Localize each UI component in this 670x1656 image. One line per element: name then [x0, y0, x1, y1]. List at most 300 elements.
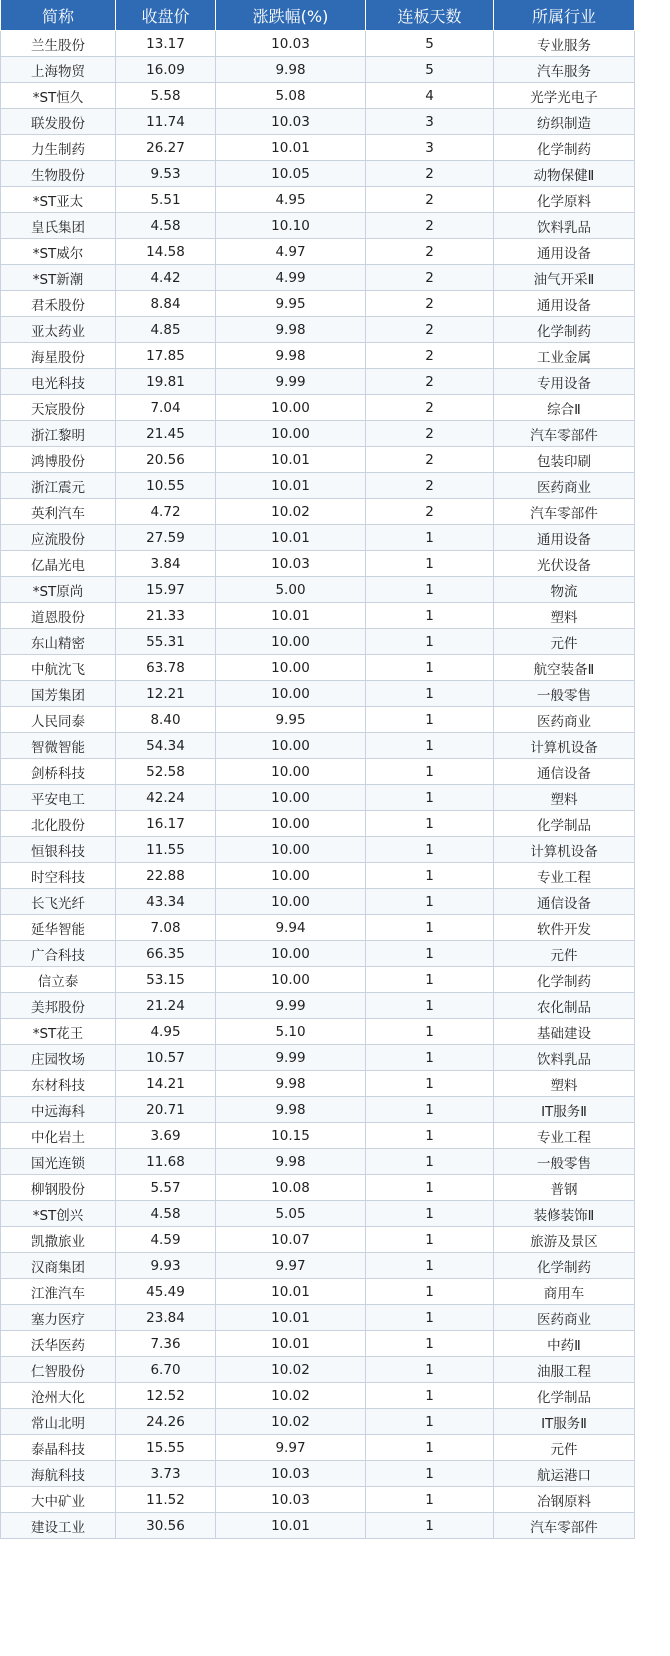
limit-up-days-cell: 1 — [366, 1097, 494, 1123]
stock-name-cell: 亚太药业 — [1, 317, 116, 343]
table-row[interactable] — [1, 629, 635, 655]
stock-name-cell: 延华智能 — [1, 915, 116, 941]
limit-up-days-cell: 1 — [366, 1409, 494, 1435]
industry-cell: 医药商业 — [494, 1305, 635, 1331]
limit-up-days-cell: 1 — [366, 655, 494, 681]
table-row[interactable] — [1, 1071, 635, 1097]
industry-cell: 医药商业 — [494, 707, 635, 733]
industry-cell: 动物保健Ⅱ — [494, 161, 635, 187]
table-row[interactable] — [1, 1357, 635, 1383]
close-price-cell: 7.08 — [116, 915, 216, 941]
close-price-cell: 5.58 — [116, 83, 216, 109]
limit-up-days-cell: 2 — [366, 343, 494, 369]
stock-name-cell: 联发股份 — [1, 109, 116, 135]
limit-up-days-cell: 1 — [366, 1331, 494, 1357]
limit-up-days-cell: 1 — [366, 577, 494, 603]
table-row[interactable] — [1, 915, 635, 941]
close-price-cell: 9.93 — [116, 1253, 216, 1279]
close-price-cell: 20.71 — [116, 1097, 216, 1123]
stock-name-cell: 皇氏集团 — [1, 213, 116, 239]
change-pct-cell: 10.00 — [216, 733, 366, 759]
table-row[interactable] — [1, 889, 635, 915]
limit-up-days-cell: 1 — [366, 525, 494, 551]
change-pct-cell: 9.99 — [216, 369, 366, 395]
stock-name-cell: 长飞光纤 — [1, 889, 116, 915]
table-row[interactable] — [1, 1409, 635, 1435]
change-pct-cell: 10.00 — [216, 759, 366, 785]
industry-cell: 汽车零部件 — [494, 421, 635, 447]
stock-name-cell: 国光连锁 — [1, 1149, 116, 1175]
table-row[interactable] — [1, 1253, 635, 1279]
close-price-cell: 21.45 — [116, 421, 216, 447]
close-price-cell: 16.17 — [116, 811, 216, 837]
table-row[interactable] — [1, 1513, 635, 1539]
table-row[interactable] — [1, 395, 635, 421]
limit-up-days-cell: 1 — [366, 889, 494, 915]
change-pct-cell: 9.98 — [216, 1149, 366, 1175]
close-price-cell: 22.88 — [116, 863, 216, 889]
industry-cell: 旅游及景区 — [494, 1227, 635, 1253]
industry-cell: 中药Ⅱ — [494, 1331, 635, 1357]
industry-cell: 塑料 — [494, 603, 635, 629]
stock-name-cell: 力生制药 — [1, 135, 116, 161]
table-row[interactable] — [1, 1175, 635, 1201]
stock-name-cell: 兰生股份 — [1, 31, 116, 57]
change-pct-cell: 10.00 — [216, 785, 366, 811]
limit-up-days-cell: 2 — [366, 291, 494, 317]
table-row[interactable] — [1, 1097, 635, 1123]
industry-cell: 工业金属 — [494, 343, 635, 369]
limit-up-days-cell: 1 — [366, 993, 494, 1019]
close-price-cell: 21.24 — [116, 993, 216, 1019]
table-row[interactable] — [1, 291, 635, 317]
limit-up-days-cell: 1 — [366, 707, 494, 733]
change-pct-cell: 9.97 — [216, 1435, 366, 1461]
table-row[interactable] — [1, 1201, 635, 1227]
industry-cell: 元件 — [494, 629, 635, 655]
change-pct-cell: 10.03 — [216, 551, 366, 577]
industry-cell: 基础建设 — [494, 1019, 635, 1045]
table-row[interactable] — [1, 837, 635, 863]
change-pct-cell: 9.99 — [216, 993, 366, 1019]
close-price-cell: 7.04 — [116, 395, 216, 421]
limit-up-days-cell: 1 — [366, 1071, 494, 1097]
table-row[interactable] — [1, 603, 635, 629]
change-pct-cell: 10.01 — [216, 1305, 366, 1331]
stock-name-cell: 时空科技 — [1, 863, 116, 889]
stock-name-cell: 上海物贸 — [1, 57, 116, 83]
change-pct-cell: 9.95 — [216, 707, 366, 733]
header-name[interactable]: 简称 — [1, 0, 116, 31]
change-pct-cell: 10.15 — [216, 1123, 366, 1149]
industry-cell: 商用车 — [494, 1279, 635, 1305]
limit-up-days-cell: 1 — [366, 1201, 494, 1227]
table-row[interactable] — [1, 525, 635, 551]
change-pct-cell: 10.02 — [216, 499, 366, 525]
close-price-cell: 10.55 — [116, 473, 216, 499]
industry-cell: 通用设备 — [494, 291, 635, 317]
table-row[interactable] — [1, 993, 635, 1019]
table-row[interactable] — [1, 1279, 635, 1305]
close-price-cell: 20.56 — [116, 447, 216, 473]
stock-name-cell: 天宸股份 — [1, 395, 116, 421]
stock-name-cell: 塞力医疗 — [1, 1305, 116, 1331]
industry-cell: 专业工程 — [494, 863, 635, 889]
limit-up-days-cell: 2 — [366, 317, 494, 343]
change-pct-cell: 10.00 — [216, 863, 366, 889]
table-row[interactable] — [1, 447, 635, 473]
industry-cell: 综合Ⅱ — [494, 395, 635, 421]
limit-up-days-cell: 1 — [366, 915, 494, 941]
change-pct-cell: 10.00 — [216, 395, 366, 421]
close-price-cell: 11.55 — [116, 837, 216, 863]
table-row[interactable] — [1, 1305, 635, 1331]
stock-name-cell: 剑桥科技 — [1, 759, 116, 785]
change-pct-cell: 10.00 — [216, 421, 366, 447]
limit-up-days-cell: 2 — [366, 265, 494, 291]
table-row[interactable] — [1, 1487, 635, 1513]
table-row[interactable] — [1, 57, 635, 83]
stock-name-cell: 沧州大化 — [1, 1383, 116, 1409]
industry-cell: 光伏设备 — [494, 551, 635, 577]
table-row[interactable] — [1, 1461, 635, 1487]
limit-up-days-cell: 2 — [366, 473, 494, 499]
industry-cell: 化学制品 — [494, 811, 635, 837]
limit-up-days-cell: 1 — [366, 1357, 494, 1383]
table-row[interactable] — [1, 1331, 635, 1357]
stock-name-cell: 平安电工 — [1, 785, 116, 811]
table-row[interactable] — [1, 759, 635, 785]
stock-name-cell: 浙江震元 — [1, 473, 116, 499]
limit-up-days-cell: 1 — [366, 1253, 494, 1279]
limit-up-days-cell: 1 — [366, 1383, 494, 1409]
table-row[interactable] — [1, 1435, 635, 1461]
industry-cell: 软件开发 — [494, 915, 635, 941]
change-pct-cell: 4.99 — [216, 265, 366, 291]
industry-cell: 专业工程 — [494, 1123, 635, 1149]
close-price-cell: 55.31 — [116, 629, 216, 655]
table-row[interactable] — [1, 967, 635, 993]
close-price-cell: 42.24 — [116, 785, 216, 811]
limit-up-days-cell: 1 — [366, 941, 494, 967]
stock-name-cell: 亿晶光电 — [1, 551, 116, 577]
close-price-cell: 4.42 — [116, 265, 216, 291]
change-pct-cell: 10.00 — [216, 629, 366, 655]
industry-cell: 包装印刷 — [494, 447, 635, 473]
close-price-cell: 52.58 — [116, 759, 216, 785]
change-pct-cell: 9.97 — [216, 1253, 366, 1279]
industry-cell: 元件 — [494, 941, 635, 967]
change-pct-cell: 10.00 — [216, 655, 366, 681]
limit-up-days-cell: 1 — [366, 603, 494, 629]
change-pct-cell: 10.01 — [216, 473, 366, 499]
close-price-cell: 4.58 — [116, 213, 216, 239]
change-pct-cell: 9.98 — [216, 1071, 366, 1097]
table-body — [1, 31, 635, 1539]
close-price-cell: 12.21 — [116, 681, 216, 707]
industry-cell: 通信设备 — [494, 889, 635, 915]
close-price-cell: 3.73 — [116, 1461, 216, 1487]
table-row[interactable] — [1, 707, 635, 733]
change-pct-cell: 4.97 — [216, 239, 366, 265]
table-row[interactable] — [1, 1383, 635, 1409]
close-price-cell: 21.33 — [116, 603, 216, 629]
change-pct-cell: 9.99 — [216, 1045, 366, 1071]
change-pct-cell: 5.00 — [216, 577, 366, 603]
limit-up-days-cell: 3 — [366, 109, 494, 135]
change-pct-cell: 10.01 — [216, 525, 366, 551]
stock-name-cell: 英利汽车 — [1, 499, 116, 525]
close-price-cell: 54.34 — [116, 733, 216, 759]
limit-up-days-cell: 2 — [366, 187, 494, 213]
industry-cell: 汽车零部件 — [494, 1513, 635, 1539]
table-row[interactable] — [1, 421, 635, 447]
industry-cell: 一般零售 — [494, 681, 635, 707]
limit-up-days-cell: 1 — [366, 1175, 494, 1201]
industry-cell: 饮料乳品 — [494, 213, 635, 239]
stock-name-cell: *ST亚太 — [1, 187, 116, 213]
industry-cell: IT服务Ⅱ — [494, 1409, 635, 1435]
industry-cell: 化学制药 — [494, 967, 635, 993]
change-pct-cell: 10.03 — [216, 31, 366, 57]
stock-name-cell: 建设工业 — [1, 1513, 116, 1539]
change-pct-cell: 5.05 — [216, 1201, 366, 1227]
change-pct-cell: 10.10 — [216, 213, 366, 239]
industry-cell: 油气开采Ⅱ — [494, 265, 635, 291]
stock-name-cell: 应流股份 — [1, 525, 116, 551]
table-row[interactable] — [1, 941, 635, 967]
limit-up-days-cell: 1 — [366, 1149, 494, 1175]
header-row — [1, 0, 635, 31]
close-price-cell: 3.69 — [116, 1123, 216, 1149]
table-row[interactable] — [1, 83, 635, 109]
stock-name-cell: 广合科技 — [1, 941, 116, 967]
industry-cell: 一般零售 — [494, 1149, 635, 1175]
industry-cell: 通用设备 — [494, 239, 635, 265]
table-row[interactable] — [1, 1149, 635, 1175]
table-row[interactable] — [1, 1019, 635, 1045]
stock-name-cell: 恒银科技 — [1, 837, 116, 863]
industry-cell: 汽车服务 — [494, 57, 635, 83]
close-price-cell: 15.55 — [116, 1435, 216, 1461]
table-row[interactable] — [1, 317, 635, 343]
industry-cell: 医药商业 — [494, 473, 635, 499]
change-pct-cell: 10.08 — [216, 1175, 366, 1201]
header-limit-up-days[interactable]: 连板天数 — [366, 0, 494, 31]
close-price-cell: 24.26 — [116, 1409, 216, 1435]
table-row[interactable] — [1, 187, 635, 213]
limit-up-days-cell: 3 — [366, 135, 494, 161]
stock-name-cell: 中化岩土 — [1, 1123, 116, 1149]
industry-cell: 塑料 — [494, 785, 635, 811]
close-price-cell: 43.34 — [116, 889, 216, 915]
stock-name-cell: 智微智能 — [1, 733, 116, 759]
stock-name-cell: 君禾股份 — [1, 291, 116, 317]
industry-cell: 物流 — [494, 577, 635, 603]
table-row[interactable] — [1, 499, 635, 525]
limit-up-days-cell: 2 — [366, 395, 494, 421]
close-price-cell: 5.57 — [116, 1175, 216, 1201]
table-row[interactable] — [1, 1123, 635, 1149]
change-pct-cell: 9.94 — [216, 915, 366, 941]
change-pct-cell: 10.00 — [216, 889, 366, 915]
limit-up-days-cell: 2 — [366, 421, 494, 447]
header-change-pct[interactable]: 涨跌幅(%) — [216, 0, 366, 31]
close-price-cell: 66.35 — [116, 941, 216, 967]
change-pct-cell: 10.00 — [216, 941, 366, 967]
stock-name-cell: 中航沈飞 — [1, 655, 116, 681]
limit-up-days-cell: 1 — [366, 863, 494, 889]
change-pct-cell: 10.00 — [216, 837, 366, 863]
stock-name-cell: 柳钢股份 — [1, 1175, 116, 1201]
stock-name-cell: 中远海科 — [1, 1097, 116, 1123]
limit-up-days-cell: 1 — [366, 1487, 494, 1513]
change-pct-cell: 10.02 — [216, 1357, 366, 1383]
close-price-cell: 53.15 — [116, 967, 216, 993]
limit-up-days-cell: 1 — [366, 1227, 494, 1253]
limit-up-days-cell: 2 — [366, 499, 494, 525]
table-header — [1, 0, 635, 31]
industry-cell: 农化制品 — [494, 993, 635, 1019]
header-industry[interactable]: 所属行业 — [494, 0, 635, 31]
close-price-cell: 16.09 — [116, 57, 216, 83]
industry-cell: 装修装饰Ⅱ — [494, 1201, 635, 1227]
change-pct-cell: 10.01 — [216, 447, 366, 473]
stock-name-cell: 海航科技 — [1, 1461, 116, 1487]
limit-up-days-cell: 1 — [366, 1123, 494, 1149]
limit-up-days-cell: 2 — [366, 213, 494, 239]
change-pct-cell: 10.01 — [216, 1513, 366, 1539]
limit-up-days-cell: 1 — [366, 785, 494, 811]
close-price-cell: 9.53 — [116, 161, 216, 187]
table-row[interactable] — [1, 655, 635, 681]
limit-up-days-cell: 1 — [366, 1435, 494, 1461]
industry-cell: 化学制品 — [494, 1383, 635, 1409]
close-price-cell: 11.74 — [116, 109, 216, 135]
close-price-cell: 30.56 — [116, 1513, 216, 1539]
stock-name-cell: 鸿博股份 — [1, 447, 116, 473]
table-row[interactable] — [1, 863, 635, 889]
close-price-cell: 14.21 — [116, 1071, 216, 1097]
close-price-cell: 5.51 — [116, 187, 216, 213]
table-row[interactable] — [1, 577, 635, 603]
industry-cell: 化学制药 — [494, 1253, 635, 1279]
stock-name-cell: 大中矿业 — [1, 1487, 116, 1513]
change-pct-cell: 5.10 — [216, 1019, 366, 1045]
table-row[interactable] — [1, 343, 635, 369]
industry-cell: 化学原料 — [494, 187, 635, 213]
table-row[interactable] — [1, 369, 635, 395]
table-row[interactable] — [1, 681, 635, 707]
stock-name-cell: *ST原尚 — [1, 577, 116, 603]
table-row[interactable] — [1, 811, 635, 837]
close-price-cell: 27.59 — [116, 525, 216, 551]
stock-name-cell: *ST创兴 — [1, 1201, 116, 1227]
stock-name-cell: 常山北明 — [1, 1409, 116, 1435]
change-pct-cell: 10.07 — [216, 1227, 366, 1253]
table-row[interactable] — [1, 109, 635, 135]
table-row[interactable] — [1, 1227, 635, 1253]
change-pct-cell: 10.00 — [216, 681, 366, 707]
industry-cell: 航空装备Ⅱ — [494, 655, 635, 681]
close-price-cell: 4.72 — [116, 499, 216, 525]
table-row[interactable] — [1, 265, 635, 291]
industry-cell: 专业服务 — [494, 31, 635, 57]
industry-cell: 纺织制造 — [494, 109, 635, 135]
limit-up-days-cell: 1 — [366, 551, 494, 577]
close-price-cell: 11.52 — [116, 1487, 216, 1513]
stock-name-cell: *ST恒久 — [1, 83, 116, 109]
limit-up-days-cell: 2 — [366, 161, 494, 187]
close-price-cell: 4.85 — [116, 317, 216, 343]
stock-name-cell: 江淮汽车 — [1, 1279, 116, 1305]
change-pct-cell: 10.03 — [216, 109, 366, 135]
limit-up-days-cell: 1 — [366, 1279, 494, 1305]
industry-cell: 化学制药 — [494, 135, 635, 161]
limit-up-days-cell: 1 — [366, 1461, 494, 1487]
table-row[interactable] — [1, 473, 635, 499]
stock-name-cell: 生物股份 — [1, 161, 116, 187]
header-close-price[interactable]: 收盘价 — [116, 0, 216, 31]
stock-name-cell: 美邦股份 — [1, 993, 116, 1019]
change-pct-cell: 9.98 — [216, 1097, 366, 1123]
table-row[interactable] — [1, 31, 635, 57]
change-pct-cell: 4.95 — [216, 187, 366, 213]
limit-up-days-cell: 1 — [366, 1513, 494, 1539]
change-pct-cell: 10.00 — [216, 811, 366, 837]
change-pct-cell: 10.01 — [216, 135, 366, 161]
table-row[interactable] — [1, 161, 635, 187]
table-row[interactable] — [1, 239, 635, 265]
close-price-cell: 17.85 — [116, 343, 216, 369]
limit-up-days-cell: 1 — [366, 1045, 494, 1071]
stock-name-cell: 东山精密 — [1, 629, 116, 655]
stock-name-cell: 汉商集团 — [1, 1253, 116, 1279]
table-row[interactable] — [1, 551, 635, 577]
close-price-cell: 8.84 — [116, 291, 216, 317]
close-price-cell: 14.58 — [116, 239, 216, 265]
change-pct-cell: 10.03 — [216, 1461, 366, 1487]
industry-cell: 计算机设备 — [494, 733, 635, 759]
table-row[interactable] — [1, 785, 635, 811]
close-price-cell: 6.70 — [116, 1357, 216, 1383]
limit-up-days-cell: 1 — [366, 811, 494, 837]
table-row[interactable] — [1, 733, 635, 759]
industry-cell: 油服工程 — [494, 1357, 635, 1383]
limit-up-days-cell: 5 — [366, 31, 494, 57]
change-pct-cell: 10.00 — [216, 967, 366, 993]
change-pct-cell: 10.02 — [216, 1383, 366, 1409]
industry-cell: 通用设备 — [494, 525, 635, 551]
industry-cell: IT服务Ⅱ — [494, 1097, 635, 1123]
change-pct-cell: 9.98 — [216, 317, 366, 343]
change-pct-cell: 10.05 — [216, 161, 366, 187]
stock-name-cell: 泰晶科技 — [1, 1435, 116, 1461]
industry-cell: 元件 — [494, 1435, 635, 1461]
limit-up-days-cell: 2 — [366, 369, 494, 395]
change-pct-cell: 9.98 — [216, 57, 366, 83]
stock-name-cell: 凯撒旅业 — [1, 1227, 116, 1253]
close-price-cell: 26.27 — [116, 135, 216, 161]
close-price-cell: 19.81 — [116, 369, 216, 395]
change-pct-cell: 10.01 — [216, 1279, 366, 1305]
limit-up-days-cell: 1 — [366, 681, 494, 707]
table-row[interactable] — [1, 135, 635, 161]
table-row[interactable] — [1, 1045, 635, 1071]
stock-name-cell: *ST威尔 — [1, 239, 116, 265]
stock-name-cell: 人民同泰 — [1, 707, 116, 733]
table-row[interactable] — [1, 213, 635, 239]
